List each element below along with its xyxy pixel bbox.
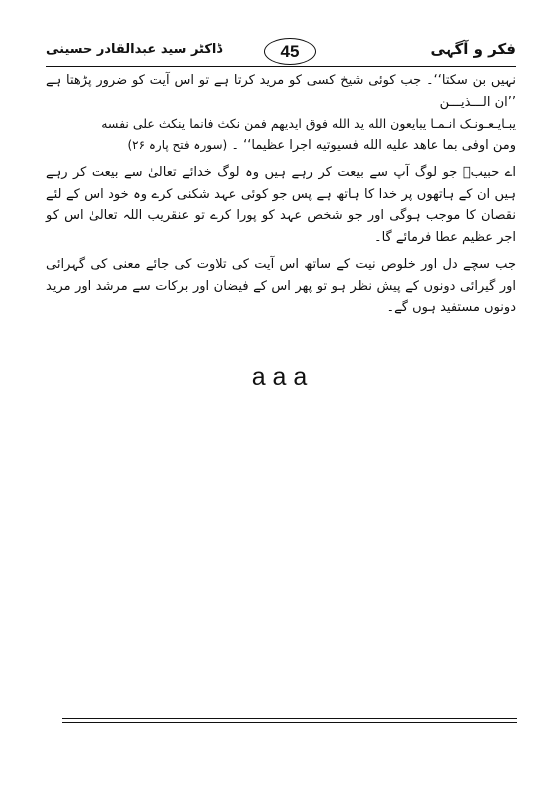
- page-header: [46, 38, 516, 66]
- author-name: ڈاکٹر سید عبدالقادر حسینی: [46, 42, 223, 57]
- paragraph-1-intro: نہیں بن سکتا‘‘۔ جب کوئی شیخ کسی کو مرید کرتا ہے تو اس آیت کو ضرور پڑھتا ہے ’’ان الـــذیـــن: [46, 73, 516, 110]
- quran-verse-line-2: ومن اوفی بما عاهد علیه الله فسیوتیه اجرا عظیما‘‘ ۔: [231, 137, 516, 153]
- surah-reference: (سورہ فتح پارہ ۲۶): [127, 137, 228, 152]
- quran-verse-line-1: یبـایـعـونـک انـمـا یبایعون الله ید الله فوق ایدیهم فمن نکث فانما ینکث علی نفسه: [101, 116, 516, 131]
- footer-rule-bottom: [62, 722, 517, 723]
- paragraph-2: اے حبیبؐ جو لوگ آپ سے بیعت کر رہے ہیں وہ لوگ خدائے تعالیٰ سے بیعت کر رہے ہیں ان کے ہاتھوں پر خدا کا ہاتھ ہے پس جو کوئی عہد شکنی کرے وہ خود اس کے لئے نقصان کا موجب ہوگی اور جو شخص عہد کو پورا کرے تو عنقریب اللہ تعالیٰ اس کو اجر عظیم عطا فرمائے گا۔: [46, 165, 516, 245]
- footer-rule-top: [62, 718, 517, 719]
- book-title: فکر و آگہی: [430, 40, 516, 58]
- header-rule: [46, 66, 516, 67]
- paragraph-3: جب سچے دل اور خلوص نیت کے ساتھ اس آیت کی تلاوت کی جائے معنی کی گہرائی اور گیرائی دونوں کے پیش نظر ہو تو پھر اس کے فیضان اور برکات سے مرشد اور مرید دونوں مستفید ہوں گے۔: [46, 257, 516, 315]
- stray-text: a a a: [251, 363, 308, 391]
- paragraph-1: [46, 70, 516, 156]
- body-text: [46, 70, 516, 319]
- page-number: 45: [264, 38, 316, 65]
